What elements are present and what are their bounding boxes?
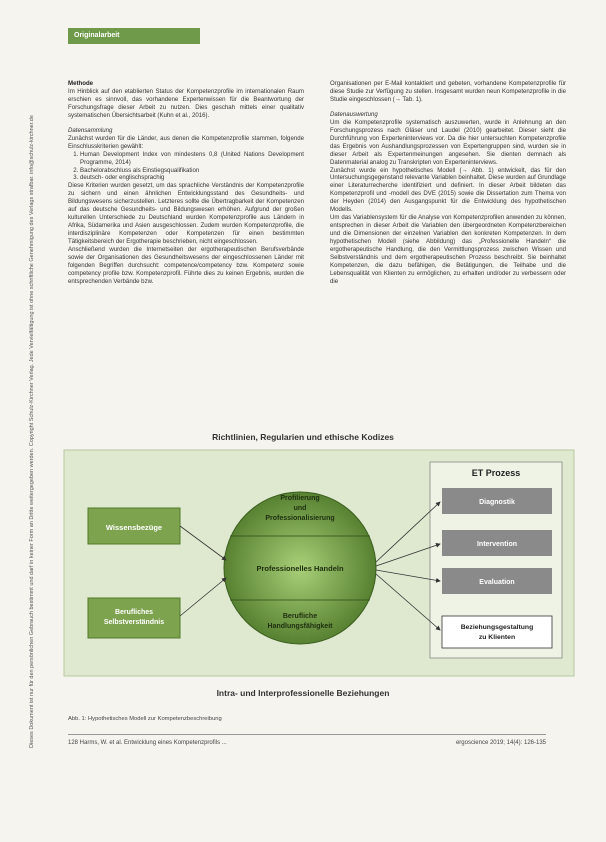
figure-caption: Abb. 1: Hypothetisches Modell zur Kompetenzbeschreibung [68,716,222,722]
list-item: 2. Bachelorabschluss als Einstiegsqualifikation [80,167,304,175]
paragraph: Zunächst wurden für die Länder, aus denen die Kompetenzprofile stammen, folgende Einschlusskriterien gewählt: [68,134,304,150]
et-item-label: Evaluation [479,579,515,586]
selbstverstaendnis-label-1: Berufliches [114,609,154,616]
criteria-list [68,151,304,183]
section-tag: Originalarbeit [68,28,200,44]
et-item-label: Intervention [476,541,518,548]
footer-right: ergoscience 2019; 14(4): 126-135 [455,740,546,746]
footer [68,740,546,746]
et-item-label-1: Beziehungsgestaltung [460,624,534,631]
section-heading: Methode [68,80,94,87]
wissensbezuege-label: Wissensbezüge [105,523,163,532]
selbstverstaendnis-label-2: Selbstverständnis [103,619,165,626]
paragraph: Diese Kriterien wurden gesetzt, um das sprachliche Verständnis der Kompetenzprofile zu sichern und einen ähnlichen Entwicklungsstand des Gesundheits- und Bildungswesens sicherzustellen. Letzteres sollte die Übertragbarkeit der Kompetenzen auf das deutsche Gesundheits- und Bildungswesen erhöhen. Aufgrund der großen kulturellen Unterschiede zu Deutschland wurden Kompetenzprofile aus Ländern in Afrika, Südamerika und Asien ausgeschlossen. Zudem wurden Kompetenzprofile, die interdisziplinäre Kompetenzen oder Kompetenzen für einen bestimmten Tätigkeitsbereich der Ergotherapie beschrieben, nicht eingeschlossen. [68,182,304,246]
paragraph: Organisationen per E-Mail kontaktiert und gebeten, vorhandene Kompetenzprofile für diese Studie zur Verfügung zu stellen. Insgesamt wurden neun Kompetenzprofile in die Studie eingeschlossen (→ Tab. 1). [330,80,566,103]
hypothetical-model-diagram [60,440,580,700]
list-item: 1. Human Development Index von mindestens 0,8 (United Nations Development Programme, 2014) [80,151,304,167]
paragraph: Im Hinblick auf den etablierten Status der Kompetenzprofile im internationalen Raum erschien es sinnvoll, das vorhandene Expertenwissen für die Beantwortung der Forschungsfrage dieser Arbeit zu nutzen. Dies geschah mittels einer qualitativ systematischen Übersichtsarbeit (Kuhn et al., 2016). [68,87,304,119]
figure-title-top: Richtlinien, Regularien und ethische Kodizes [212,432,394,442]
et-item-beziehung [442,616,552,648]
subheading: Datensammlung [68,126,113,134]
et-item-label: Diagnostik [479,499,515,506]
et-item-label-2: zu Klienten [478,634,516,641]
et-process-title: ET Prozess [471,468,521,478]
selbstverstaendnis-box [88,598,180,638]
footer-rule [68,734,546,735]
circle-label-bottom-2: Handlungsfähigkeit [267,623,333,630]
left-column [68,80,304,286]
right-column [330,80,566,286]
paragraph: Um das Variablensystem für die Analyse von Kompetenzprofilen anwenden zu können, entsprechen in dieser Arbeit die Variablen den übergeordneten Kompetenzbereichen und die Dimensionen der einzelnen Variablen den konkreten Kompetenzen. In dem hypothetischen Modell (siehe Abbildung) das „Professionelle Handeln“ die ergotherapeutische Handlung, die den Vermittlungsprozess zwischen Wissen und Selbstverständnis und dem ergotherapeutischen Prozess beschreibt. Sie beinhaltet Kompetenzen, die dazu befähigen, die Betätigungen, die Teilhabe und die Lebensqualität von Klienten zu ermöglichen, zu erhalten und/oder zu verbessern oder die [330,214,566,285]
paragraph: Zunächst wurde ein hypothetisches Modell (→ Abb. 1) entwickelt, das für den Untersuchungsgegenstand relevante Variablen beinhaltet. Diese wurden auf Grundlage einer Literaturrecherche identifiziert und definiert. In dieser Arbeit bildeten das Kompetenzprofil und -modell des DVE (2015) sowie die Dissertation zum Thema von der Heyden (2014) den Ausgangspunkt für die Entwicklung des hypothetischen Modells. [330,166,566,214]
circle-label-top-3: Professionalisierung [265,515,335,522]
circle-label-top-1: Profilierung [280,495,320,502]
circle-label-bottom-1: Berufliche [282,613,318,620]
subheading: Datenauswertung [330,110,378,118]
paragraph: Anschließend wurden die Internetseiten der ergotherapeutischen Berufsverbände sowie der Organisationen des Gesundheitswesens der eingeschlossenen Länder mit folgenden Begriffen durchsucht: competence/competency bzw. Kompetenz sowie competency profile bzw. Kompetenzprofil. Führte dies zu keinen Ergebnis, wurden die entsprechenden Verbände bzw. [68,246,304,285]
list-item: 3. deutsch- oder englischsprachig [80,174,304,182]
circle-label-top-2: und [293,505,307,512]
circle-label-middle: Professionelles Handeln [256,564,344,573]
footer-left: 128 Harms, W. et al. Entwicklung eines Kompetenzprofils ... [68,740,227,746]
paragraph: Um die Kompetenzprofile systematisch auszuwerten, wurde in Anlehnung an den Forschungsprozess nach Gläser und Laudel (2010) gearbeitet. Dieser sieht die Durchführung von Experteninterviews vor. Da die hier untersuchten Kompetenzprofile das Ergebnis von Aushandlungsprozessen von Expertengruppen sind, wurden sie in dieser Arbeit als Expertenmeinungen angesehen. Sie dienten demnach als Datenmaterial analog zu Transkripten von Experteninterviews. [330,118,566,166]
copyright-side-note: Dieses Dokument ist nur für den persönlichen Gebrauch bestimmt und darf in keiner Form an Dritte weitergegeben werden. Copyright Schulz-Kirchner Verlag. Jede Vervielfältigung ist ohne schriftliche Genehmigung des Verlags strafbar. info@schulz-kirchner.de [29,115,35,748]
figure-title-bottom: Intra- und Interprofessionelle Beziehungen [216,688,390,698]
